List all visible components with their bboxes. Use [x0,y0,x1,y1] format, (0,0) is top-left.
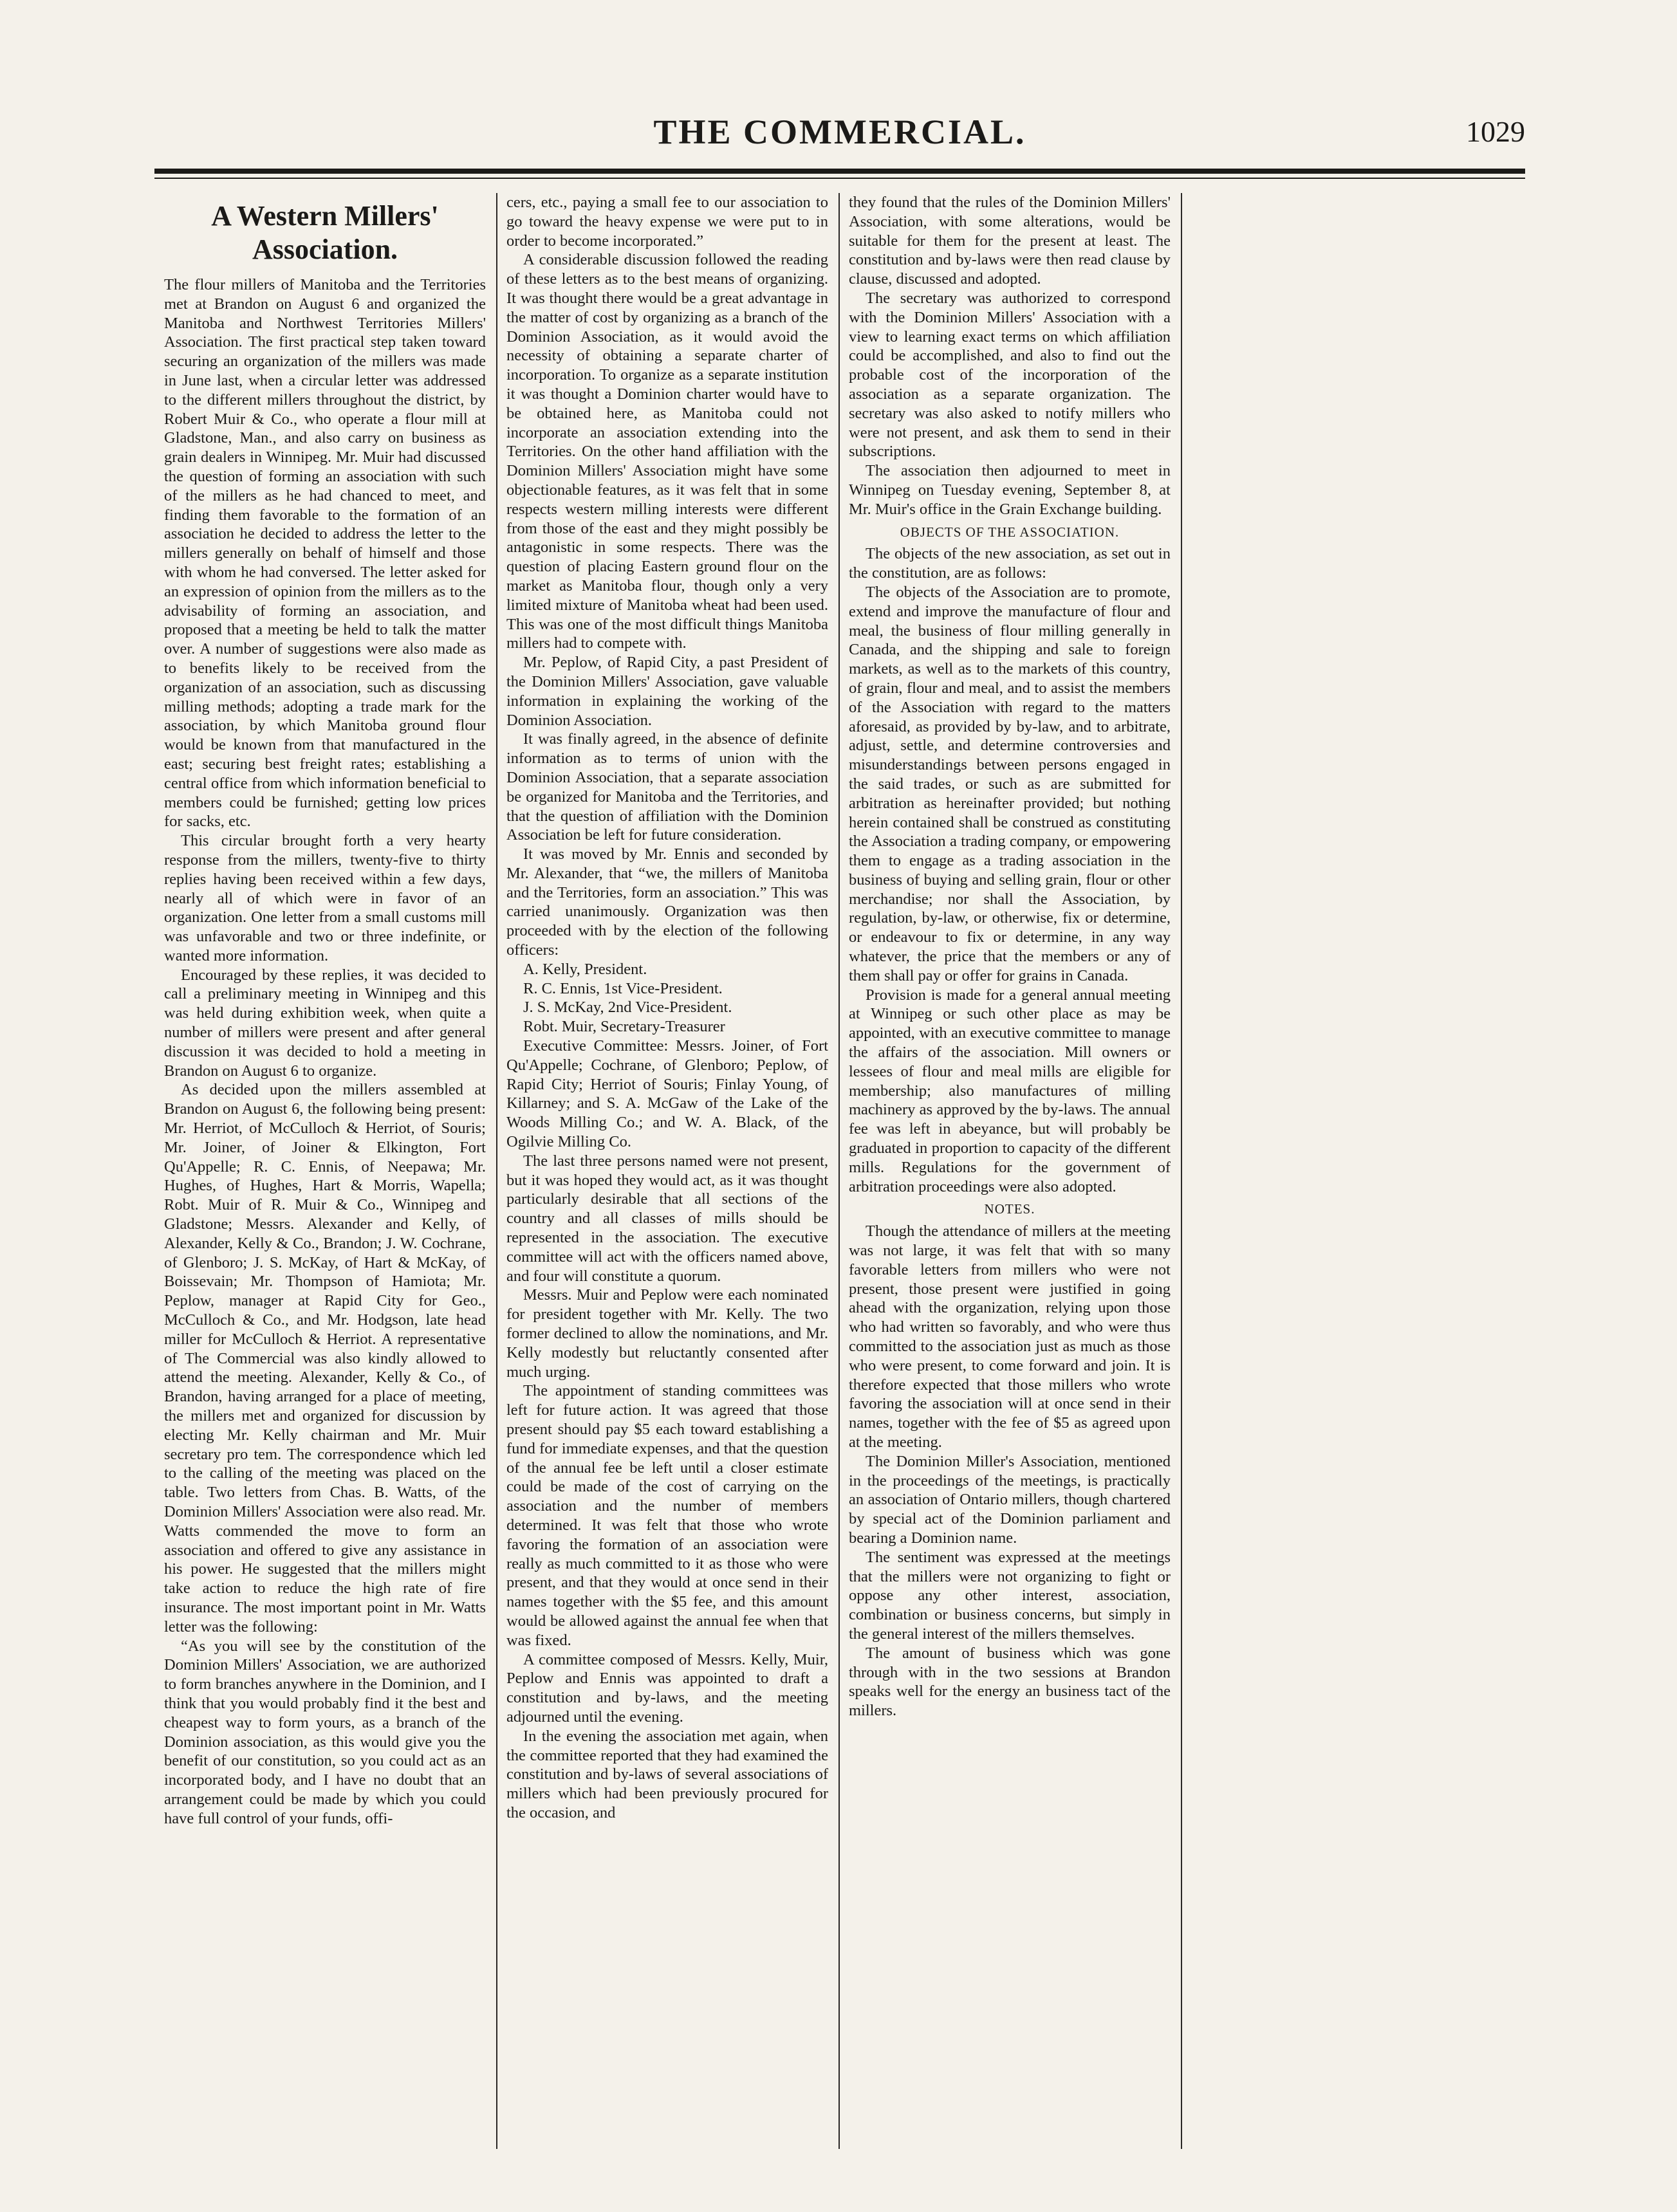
paragraph: they found that the rules of the Dominion Millers' Association, with some alterations, would be suitable for them for the present at least. The constitution and by-laws were then read clause by clause, discussed and adopted. [849,194,1171,288]
paragraph: The secretary was authorized to correspond with the Dominion Millers' Association with a view to learning exact terms on which affiliation could be accomplished, and also to find out the probable cost of the incorporation of the association as a separate organization. The secretary was also asked to notify millers who were not present, and ask them to send in their subscriptions. [849,289,1171,461]
publication-title: THE COMMERCIAL. [653,113,1026,151]
officer-line: J. S. McKay, 2nd Vice-President. [523,999,732,1017]
paragraph: As decided upon the millers assembled at Brandon on August 6, the following being present: Mr. Herriot, of McCulloch & Herriot, of Souris; Mr. Joiner, of Joiner & Elkington, Fort Qu'Appelle; R. C. Ennis, of Neepawa; Mr. Hughes, of Hughes, Hart & Morris, Wapella; Robt. Muir of R. Muir & Co., Winnipeg and Gladstone; Messrs. Alexander and Kelly, of Alexander, Kelly & Co., Brandon; J. W. Cochrane, of Glenboro; J. S. McKay, of Hart & McKay, of Boissevain; Mr. Thompson of Hamiota; Mr. Peplow, manager at Rapid City for Geo., McCulloch & Co., and Mr. Hodgson, late head miller for McCulloch & Herriot. A representative of The Commercial was also kindly allowed to attend the meeting. Alexander, Kelly & Co., of Brandon, having arranged for a place of meeting, the millers met and organized for discussion by electing Mr. Kelly chairman and Mr. Muir secretary pro tem. The correspondence which led to the calling of the meeting was placed on the table. Two letters from Chas. B. Watts, of the Dominion Millers' Association were also read. Mr. Watts commended the move to form an association and offered to give any assistance in his power. He suggested that the millers might take action to reduce the high rate of fire insurance. The most important point in Mr. Watts letter was the following: [164,1081,486,1636]
header-rule-thin [154,178,1525,179]
paragraph: In the evening the association met again, when the committee reported that they had examined the constitution and by-laws of several associations of millers which had been previously procured for the occasion, and [506,1727,828,1821]
column-1 [164,193,486,2149]
quoted-letter: “As you will see by the constitution of the Dominion Millers' Association, we are authorized to form branches anywhere in the Dominion, and I think that you would probably find it the best and cheapest way to form yours, as a branch of the Dominion association, as this would give you the benefit of our constitution, so you could act as an incorporated body, and I have no doubt that an arrangement could be made by which you could have full control of your funds, offi- [164,1637,486,1827]
paragraph: The amount of business which was gone through with in the two sessions at Brandon speaks well for the energy an business tact of the millers. [849,1644,1171,1720]
paragraph: The objects of the Association are to promote, extend and improve the manufacture of flour and meal, the business of flour milling generally in Canada, and the shipping and sale to foreign markets, as well as to the markets of this country, of grain, flour and meal, and to assist the members of the Association with regard to the matters aforesaid, as provided by by-law, and to arbitrate, adjust, settle, and determine controversies and misunderstandings between persons engaged in the said trades, or such as are submitted for arbitration as hereinafter provided; but nothing herein contained shall be construed as constituting the Association a trading company, or empowering them to engage as a trading association in the business of buying and selling grain, flour or other merchandise; nor shall the Association, by regulation, by-law, or otherwise, fix or determine, or endeavour to fix or determine, in any way whatever, the price that the members or any of them shall pay or offer for grains in Canada. [849,583,1171,984]
section-heading-objects: OBJECTS OF THE ASSOCIATION. [900,524,1120,540]
paragraph: It was moved by Mr. Ennis and seconded by Mr. Alexander, that “we, the millers of Manitoba and the Territories, form an association.” This was carried unanimously. Organization was then proceeded with by the election of the following officers: [506,845,828,959]
column-divider [496,193,497,2149]
paragraph: Though the attendance of millers at the meeting was not large, it was felt that with so many favorable letters from millers who were not present, those present were justified in going ahead with the organization, relying upon those who had written so favorably, and who were thus committed to the association just as much as those who were present, to come forward and join. It is therefore expected that those millers who wrote favoring the association will at once send in their names, together with the fee of $5 as agreed upon at the meeting. [849,1222,1171,1451]
paragraph: The flour millers of Manitoba and the Territories met at Brandon on August 6 and organized the Manitoba and Northwest Territories Millers' Association. The first practical step taken toward securing an organization of the millers was made in June last, when a circular letter was addressed to the different millers throughout the district, by Robert Muir & Co., who operate a flour mill at Gladstone, Man., and also carry on business as grain dealers in Winnipeg. Mr. Muir had discussed the question of forming an association with such of the millers as he had chanced to meet, and finding them favorable to the formation of an association he decided to address the letter to the millers generally on behalf of himself and those with whom he had conversed. The letter asked for an expression of opinion from the millers as to the advisability of forming an association, and proposed that a meeting be held to talk the matter over. A number of suggestions were also made as to benefits likely to be received from the organization of an association, such as discussing milling methods; adopting a trade mark for the association, by which Manitoba ground flour would be known from that manufactured in the east; securing best freight rates; establishing a central office from which information beneficial to members could be furnished; getting low prices for sacks, etc. [164,276,486,831]
column-divider [1181,193,1182,2149]
header-rule-thick [154,169,1525,174]
paragraph: A considerable discussion followed the reading of these letters as to the best means of organizing. It was thought there would be a great advantage in the matter of cost by organizing as a branch of the Dominion Association, as it would avoid the necessity of obtaining a separate charter of incorporation. To organize as a separate institution it was thought a Dominion charter would have to be obtained here, as Manitoba could not incorporate an association extending into the Territories. On the other hand affiliation with the Dominion Millers' Association might have some objectionable features, as it was felt that in some respects western milling interests were different from those of the east and they might possibly be antagonistic in some respects. There was the question of placing Eastern ground flour on the market as Manitoba flour, though only a very limited mixture of Manitoba wheat had been used. This was one of the most difficult things Manitoba millers had to compete with. [506,251,828,652]
masthead [154,106,1525,158]
page-number: 1029 [1466,115,1525,148]
paragraph: The association then adjourned to meet in Winnipeg on Tuesday evening, September 8, at Mr. Muir's office in the Grain Exchange building. [849,462,1171,518]
article-headline: A Western Millers' Association. [211,200,439,265]
column-2 [506,193,828,2149]
paragraph: Provision is made for a general annual meeting at Winnipeg or such other place as may be appointed, with an executive committee to manage the affairs of the association. Mill owners or lessees of flour and meal mills are eligible for membership; also manufactures of milling machinery as approved by the by-laws. The annual fee was left in abeyance, but will probably be graduated in proportion to capacity of the different mills. Regulations for the government of arbitration proceedings were also adopted. [849,986,1171,1195]
paragraph: The Dominion Miller's Association, mentioned in the proceedings of the meetings, is practically an association of Ontario millers, though chartered by special act of the Dominion parliament and bearing a Dominion name. [849,1452,1171,1547]
paragraph: Executive Committee: Messrs. Joiner, of Fort Qu'Appelle; Cochrane, of Glenboro; Peplow, of Rapid City; Herriot of Souris; Finlay Young, of Killarney; and S. A. McGaw of the Lake of the Woods Milling Co.; and W. A. Black, of the Ogilvie Milling Co. [506,1037,828,1151]
paragraph: Messrs. Muir and Peplow were each nominated for president together with Mr. Kelly. The two former declined to allow the nominations, and Mr. Kelly modestly but reluctantly consented after much urging. [506,1286,828,1381]
paragraph: Mr. Peplow, of Rapid City, a past President of the Dominion Millers' Association, gave valuable information in explaining the working of the Dominion Association. [506,654,828,729]
paragraph: The objects of the new association, as set out in the constitution, are as follows: [849,545,1171,582]
officer-line: Robt. Muir, Secretary-Treasurer [523,1018,725,1036]
paragraph: cers, etc., paying a small fee to our association to go toward the heavy expense we were put to in order to become incorporated.” [506,194,828,250]
column-divider [838,193,840,2149]
paragraph: The last three persons named were not present, but it was hoped they would act, as it was thought particularly desirable that all sections of the country and all classes of mills should be represented in the association. The executive committee will act with the officers named above, and four will constitute a quorum. [506,1152,828,1285]
paragraph: A committee composed of Messrs. Kelly, Muir, Peplow and Ennis was appointed to draft a constitution and by-laws, and the meeting adjourned until the evening. [506,1650,828,1726]
column-3 [849,193,1171,2149]
paragraph: It was finally agreed, in the absence of definite information as to terms of union with the Dominion Association, that a separate association be organized for Manitoba and the Territories, and that the question of affiliation with the Dominion Association be left for future consideration. [506,730,828,844]
paragraph: The sentiment was expressed at the meetings that the millers were not organizing to fight or oppose any other interest, association, combination or business concerns, but simply in the general interest of the millers themselves. [849,1548,1171,1643]
paragraph: Encouraged by these replies, it was decided to call a preliminary meeting in Winnipeg and this was held during exhibition week, when quite a number of millers were present and after general discussion it was decided to hold a meeting in Brandon on August 6 to organize. [164,966,486,1080]
officer-line: A. Kelly, President. [523,960,647,978]
officer-line: R. C. Ennis, 1st Vice-President. [523,979,723,997]
paragraph: The appointment of standing committees was left for future action. It was agreed that those present should pay $5 each toward establishing a fund for immediate expenses, and that the question of the annual fee be left until a closer estimate could be made of the cost of carrying on the association and the number of members determined. It was felt that those who wrote favoring the formation of an association were really as much committed to it as those who were present, and that they would at once send in their names together with the $5 fee, and this amount would be allowed against the annual fee when that was fixed. [506,1382,828,1649]
paragraph: This circular brought forth a very hearty response from the millers, twenty-five to thirty replies having been received within a few days, nearly all of which were in favor of an organization. One letter from a small customs mill was unfavorable and two or three indefinite, or wanted more information. [164,832,486,964]
section-heading-notes: NOTES. [984,1201,1035,1217]
